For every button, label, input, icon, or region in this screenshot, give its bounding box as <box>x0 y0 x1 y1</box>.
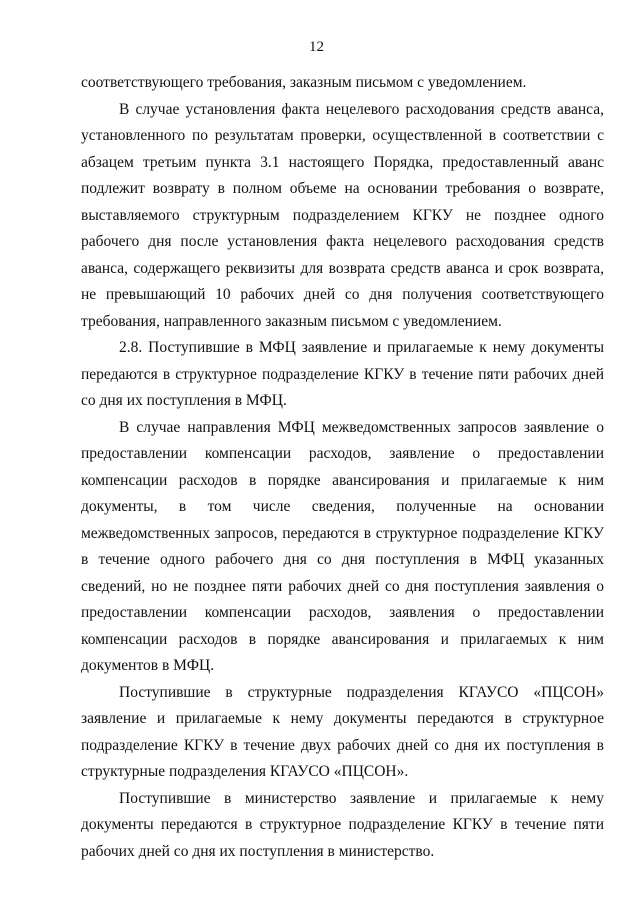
page-number: 12 <box>309 39 324 55</box>
paragraph-interagency-requests: В случае направления МФЦ межведомственных запросов заявление о предоставлении компенсации расходов, заявление о предоставлении компенсации расходов в порядке авансирования и прилагаемые к ним документы, в том числе сведения, полученные на основании межведомственных запросов, передаются в структурное подразделение КГКУ в течение одного рабочего дня со дня поступления в МФЦ указанных сведений, но не позднее пяти рабочих дней со дня поступления заявления о предоставлении компенсации расходов, заявления о предоставлении компенсации расходов в порядке авансирования и прилагаемых к ним документов в МФЦ. <box>81 418 604 674</box>
paragraph-ministry: Поступившие в министерство заявление и прилагаемые к нему документы передаются в структурное подразделение КГКУ в течение пяти рабочих дней со дня их поступления в министерство. <box>81 789 604 860</box>
document-body <box>81 70 604 865</box>
paragraph-advance-misuse: В случае установления факта нецелевого расходования средств аванса, установленного по результатам проверки, осуществленной в соответствии с абзацем третьим пункта 3.1 настоящего Порядка, предоставленный аванс подлежит возврату в полном объеме на основании требования о возврате, выставляемого структурным подразделением КГКУ не позднее одного рабочего дня после установления факта нецелевого расходования средств аванса, содержащего реквизиты для возврата средств аванса и срок возврата, не превышающий 10 рабочих дней со дня получения соответствующего требования, направленного заказным письмом с уведомлением. <box>81 100 604 330</box>
paragraph-continuation: соответствующего требования, заказным письмом с уведомлением. <box>81 74 527 91</box>
paragraph-kgauso-pcson: Поступившие в структурные подразделения КГАУСО «ПЦСОН» заявление и прилагаемые к нему документы передаются в структурное подразделение КГКУ в течение двух рабочих дней со дня их поступления в структурные подразделения КГАУСО «ПЦСОН». <box>81 683 604 780</box>
paragraph-2-8: 2.8. Поступившие в МФЦ заявление и прилагаемые к нему документы передаются в структурное подразделение КГКУ в течение пяти рабочих дней со дня их поступления в МФЦ. <box>81 339 604 409</box>
